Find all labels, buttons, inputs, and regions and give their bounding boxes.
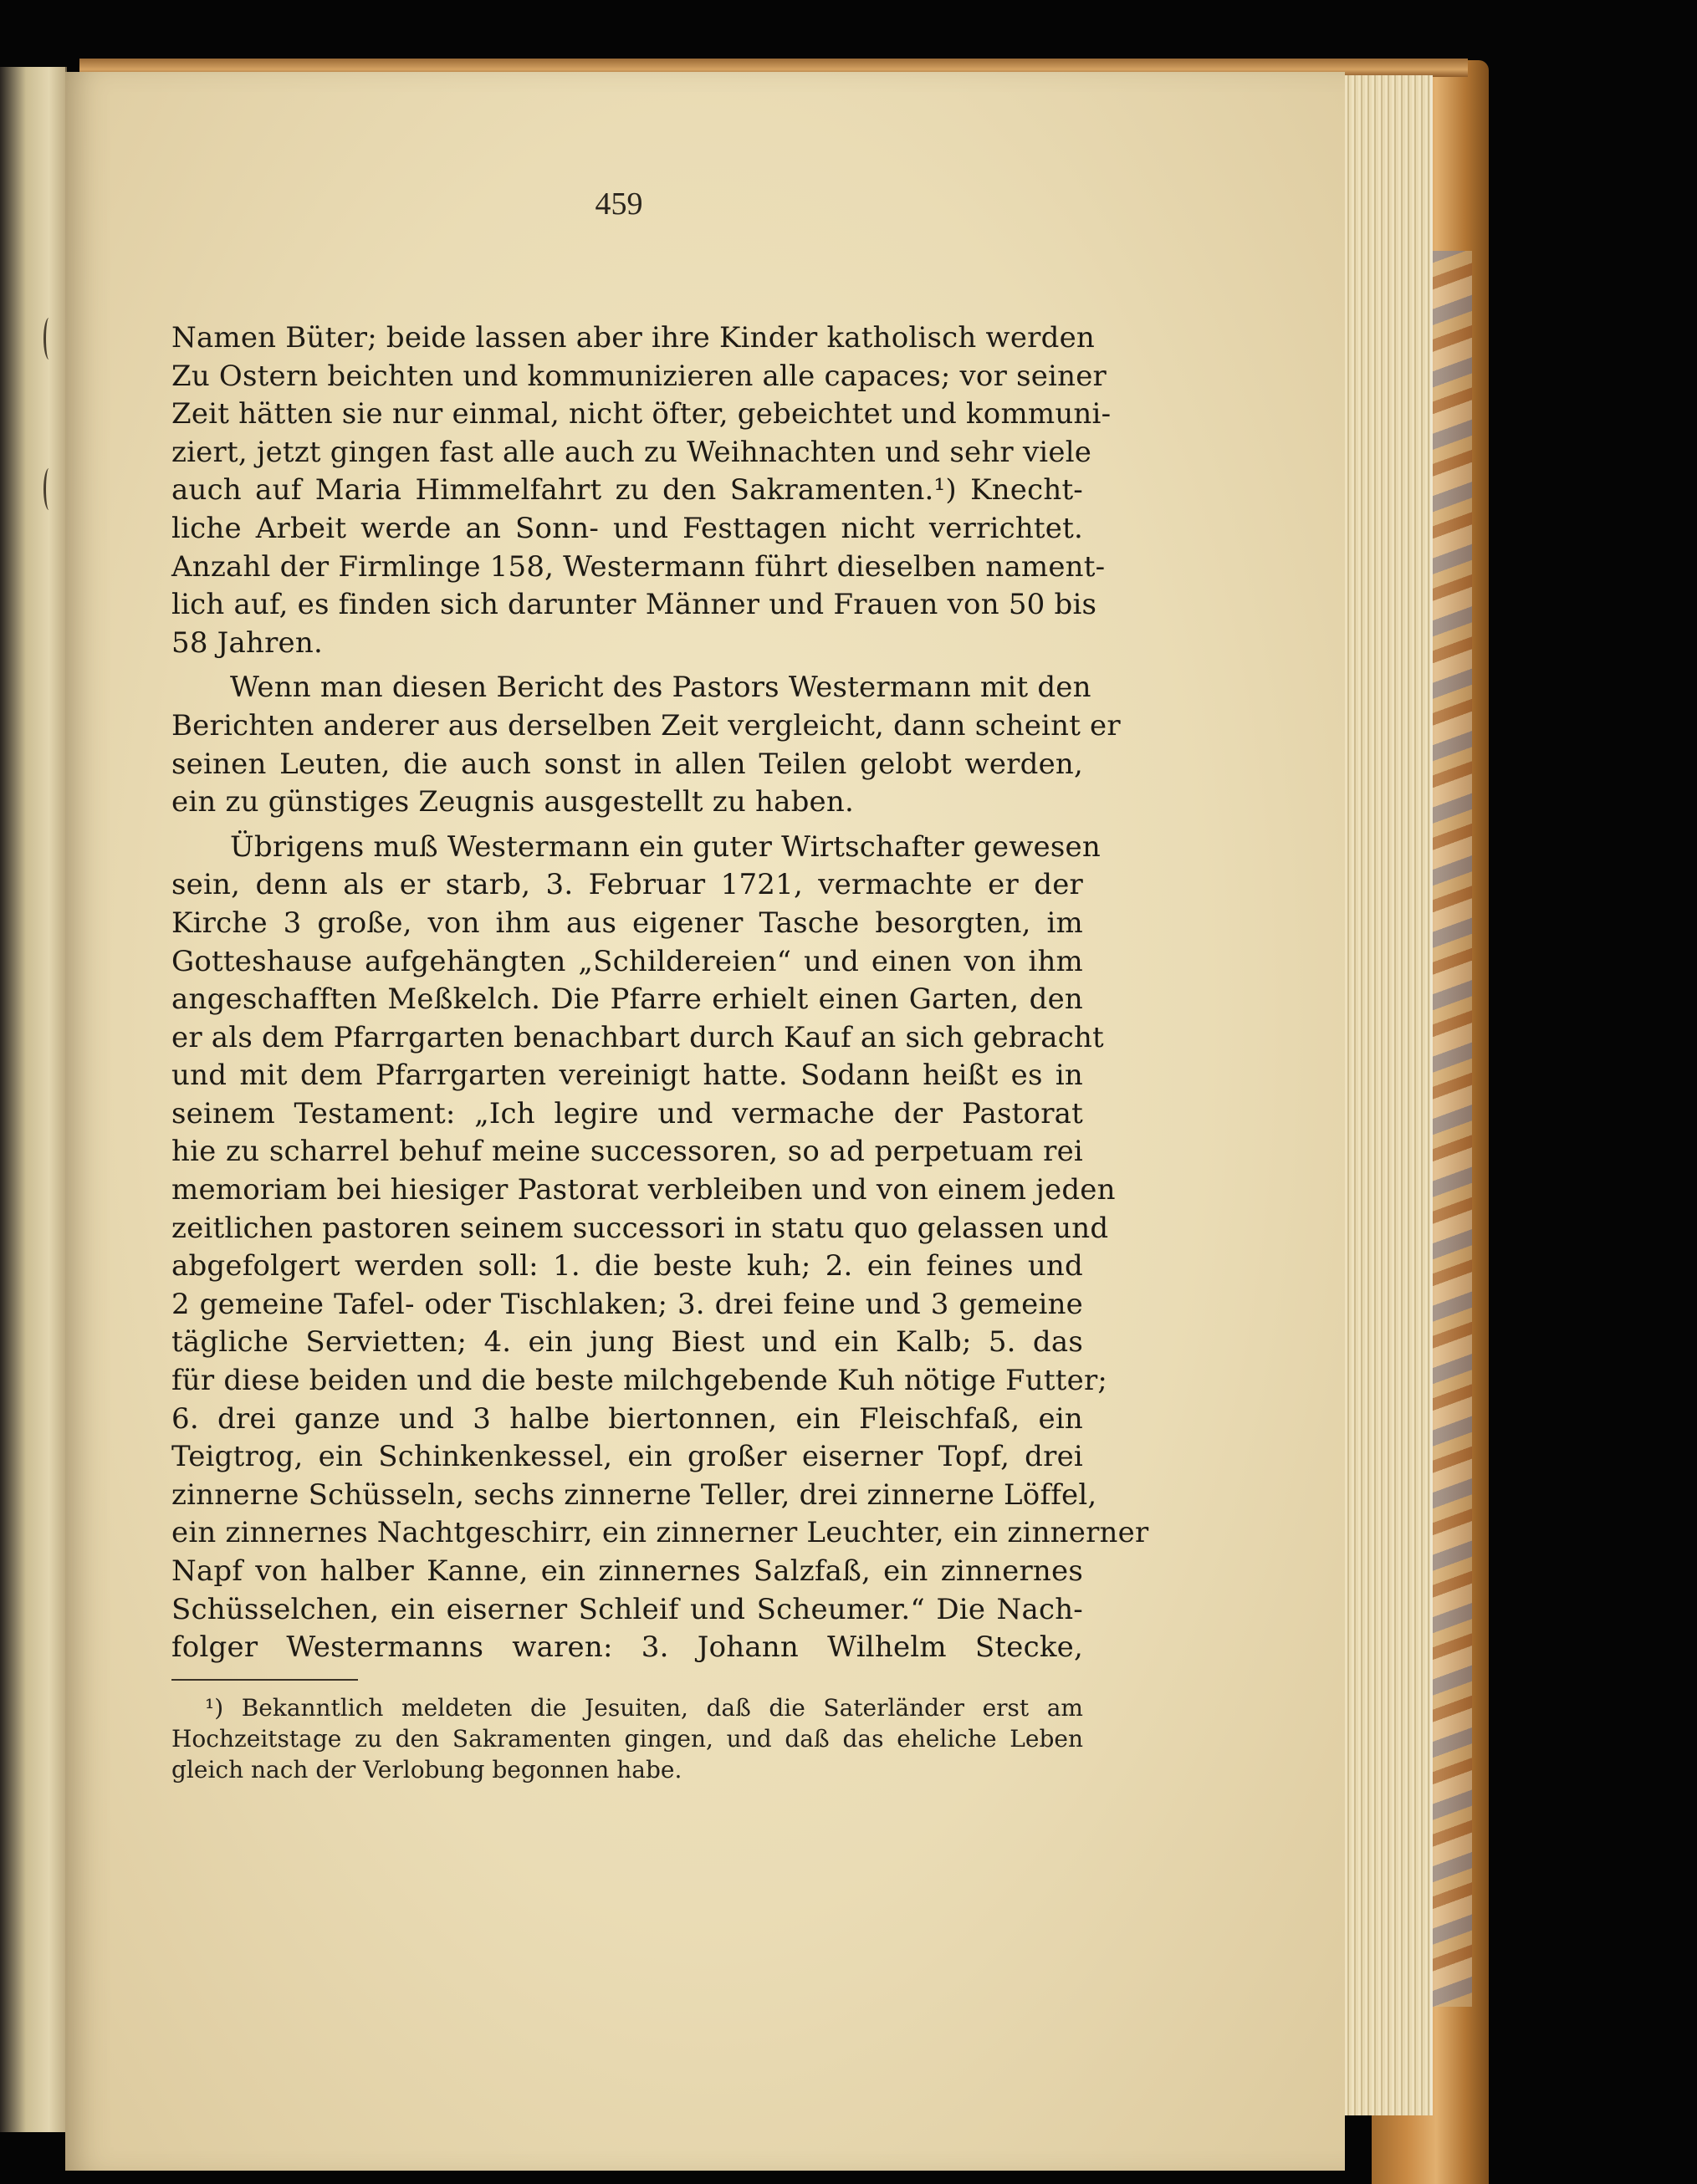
text-line: er als dem Pfarrgarten benachbart durch Kauf an sich gebracht (171, 1020, 1104, 1054)
footnote-line: gleich nach der Verlobung begonnen habe. (171, 1756, 682, 1783)
footnote (171, 1692, 1083, 1785)
text-line: 2 gemeine Tafel- oder Tischlaken; 3. drei feine und 3 gemeine (171, 1287, 1083, 1321)
text-line: memoriam bei hiesiger Pastorat verbleiben und von einem jeden (171, 1173, 1116, 1207)
text-line: Zu Ostern beichten und kommunizieren alle capaces; vor seiner (171, 359, 1107, 393)
text-line: tägliche Servietten; 4. ein jung Biest und ein Kalb; 5. das (171, 1325, 1083, 1360)
text-line: Namen Büter; beide lassen aber ihre Kinder katholisch werden (171, 321, 1095, 355)
text-line: für diese beiden und die beste milchgebende Kuh nötige Futter; (171, 1364, 1108, 1398)
text-line: ziert, jetzt gingen fast alle auch zu Weihnachten und sehr viele (171, 435, 1092, 469)
text-line: liche Arbeit werde an Sonn- und Festtagen nicht verrichtet. (171, 511, 1083, 545)
text-line: sein, denn als er starb, 3. Februar 1721, vermachte er der (171, 868, 1083, 902)
footnote-line: Hochzeitstage zu den Sakramenten gingen, und daß das eheliche Leben (171, 1725, 1083, 1753)
text-line: Napf von halber Kanne, ein zinnernes Salzfaß, ein zinnernes (171, 1554, 1083, 1588)
text-line: abgefolgert werden soll: 1. die beste kuh; 2. ein feines und (171, 1249, 1083, 1283)
margin-mark (43, 468, 54, 510)
text-line: Wenn man diesen Bericht des Pastors Westermann mit den (230, 671, 1091, 705)
text-line: Kirche 3 große, von ihm aus eigener Tasche besorgten, im (171, 906, 1083, 940)
text-line: folger Westermanns waren: 3. Johann Wilhelm Stecke, (171, 1630, 1083, 1665)
text-line: Gotteshause aufgehängten „Schildereien“ und einen von ihm (171, 944, 1083, 978)
text-line: Berichten anderer aus derselben Zeit vergleicht, dann scheint er (171, 708, 1121, 742)
text-line: Schüsselchen, ein eiserner Schleif und Scheumer.“ Die Nach- (171, 1592, 1083, 1626)
page-number: 459 (595, 186, 643, 222)
text-line: hie zu scharrel behuf meine successoren, so ad perpetuam rei (171, 1135, 1083, 1169)
text-line: auch auf Maria Himmelfahrt zu den Sakramenten.¹) Knecht- (171, 473, 1083, 508)
text-line: angeschafften Meßkelch. Die Pfarre erhielt einen Garten, den (171, 982, 1083, 1017)
text-line: Anzahl der Firmlinge 158, Westermann führt dieselben nament- (171, 549, 1106, 584)
page-stack-edge (1338, 75, 1433, 2115)
text-line: Zeit hätten sie nur einmal, nicht öfter, gebeichtet und kommuni- (171, 397, 1112, 431)
text-line: zeitlichen pastoren seinem successori in statu quo gelassen und (171, 1211, 1109, 1245)
text-line: und mit dem Pfarrgarten vereinigt hatte. Sodann heißt es in (171, 1059, 1083, 1093)
previous-page-edge (0, 67, 67, 2132)
text-line: ein zinnernes Nachtgeschirr, ein zinnerner Leuchter, ein zinnerner (171, 1516, 1149, 1550)
text-line: Teigtrog, ein Schinkenkessel, ein großer eiserner Topf, drei (171, 1440, 1083, 1474)
margin-mark (43, 318, 54, 360)
text-line: zinnerne Schüsseln, sechs zinnerne Teller, drei zinnerne Löffel, (171, 1477, 1097, 1512)
text-line: seinen Leuten, die auch sonst in allen Teilen gelobt werden, (171, 747, 1083, 781)
footnote-divider (171, 1679, 358, 1681)
footnote-line: ¹) Bekanntlich meldeten die Jesuiten, daß die Saterländer erst am (205, 1694, 1083, 1722)
text-line: 6. drei ganze und 3 halbe biertonnen, ein Fleischfaß, ein (171, 1401, 1083, 1436)
text-line: Übrigens muß Westermann ein guter Wirtschafter gewesen (230, 829, 1101, 864)
text-line: lich auf, es finden sich darunter Männer und Frauen von 50 bis (171, 588, 1097, 622)
text-line: seinem Testament: „Ich legire und vermache der Pastorat (171, 1096, 1083, 1130)
text-line: 58 Jahren. (171, 625, 323, 660)
body-text (171, 319, 1149, 1667)
text-line: ein zu günstiges Zeugnis ausgestellt zu haben. (171, 785, 854, 819)
